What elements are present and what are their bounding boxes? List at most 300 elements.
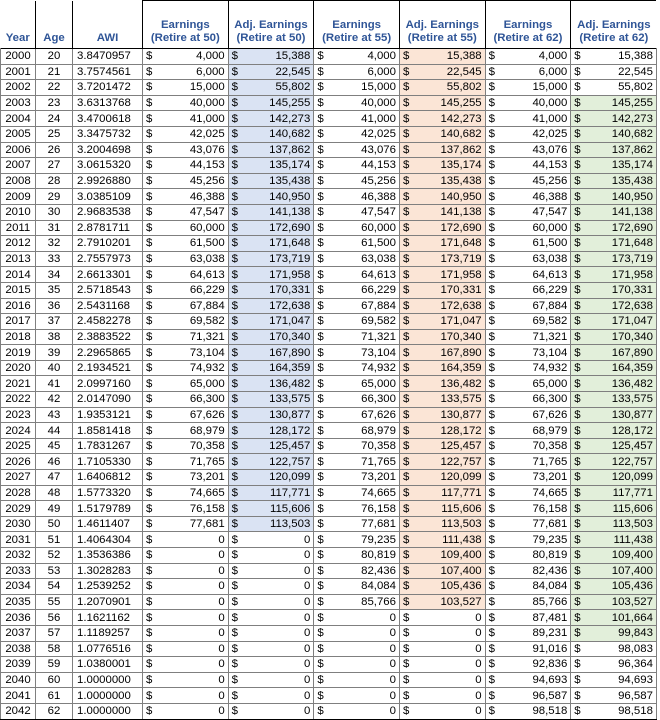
cell-adj-earnings-retire-50: $ 172,638 (228, 298, 314, 314)
cell-earnings-retire-50: $ 47,547 (143, 204, 229, 220)
cell-adj-earnings-retire-62: $ 172,690 (571, 220, 657, 236)
cell-adj-earnings-retire-55: $ 105,436 (399, 579, 485, 595)
cell-year: 2037 (1, 625, 36, 641)
cell-earnings-retire-50: $ 60,000 (143, 220, 229, 236)
cell-adj-earnings-retire-55: $ 136,482 (399, 376, 485, 392)
cell-earnings-retire-62: $ 61,500 (485, 236, 571, 252)
cell-earnings-retire-55: $ 15,000 (314, 80, 400, 96)
cell-earnings-retire-62: $ 41,000 (485, 111, 571, 127)
cell-earnings-retire-62: $ 96,587 (485, 688, 571, 704)
cell-adj-earnings-retire-62: $ 135,438 (571, 173, 657, 189)
cell-adj-earnings-retire-62: $ 172,638 (571, 298, 657, 314)
cell-earnings-retire-50: $ 0 (143, 625, 229, 641)
table-row (1, 610, 657, 626)
table-row (1, 423, 657, 439)
cell-adj-earnings-retire-55: $ 173,719 (399, 251, 485, 267)
cell-earnings-retire-50: $ 0 (143, 563, 229, 579)
cell-adj-earnings-retire-62: $ 115,606 (571, 501, 657, 517)
cell-adj-earnings-retire-55: $ 141,138 (399, 204, 485, 220)
cell-earnings-retire-55: $ 0 (314, 703, 400, 719)
cell-awi: 1.6406812 (73, 470, 143, 486)
table-row (1, 236, 657, 252)
cell-age: 45 (36, 438, 73, 454)
table-row (1, 563, 657, 579)
cell-age: 37 (36, 314, 73, 330)
cell-earnings-retire-55: $ 0 (314, 657, 400, 673)
cell-earnings-retire-62: $ 84,084 (485, 579, 571, 595)
cell-earnings-retire-55: $ 0 (314, 688, 400, 704)
cell-adj-earnings-retire-50: $ 133,575 (228, 392, 314, 408)
table-row (1, 49, 657, 65)
table-row (1, 173, 657, 189)
cell-year: 2008 (1, 173, 36, 189)
cell-year: 2000 (1, 49, 36, 65)
cell-adj-earnings-retire-55: $ 22,545 (399, 64, 485, 80)
cell-age: 49 (36, 501, 73, 517)
cell-age: 56 (36, 610, 73, 626)
cell-age: 26 (36, 142, 73, 158)
cell-awi: 3.2004698 (73, 142, 143, 158)
cell-adj-earnings-retire-55: $ 113,503 (399, 516, 485, 532)
cell-awi: 1.0776516 (73, 641, 143, 657)
cell-adj-earnings-retire-50: $ 140,682 (228, 126, 314, 142)
cell-earnings-retire-55: $ 0 (314, 641, 400, 657)
cell-earnings-retire-50: $ 71,765 (143, 454, 229, 470)
table-row (1, 158, 657, 174)
cell-earnings-retire-55: $ 67,884 (314, 298, 400, 314)
cell-earnings-retire-50: $ 76,158 (143, 501, 229, 517)
cell-adj-earnings-retire-55: $ 135,174 (399, 158, 485, 174)
cell-age: 24 (36, 111, 73, 127)
cell-adj-earnings-retire-50: $ 128,172 (228, 423, 314, 439)
cell-earnings-retire-62: $ 74,932 (485, 360, 571, 376)
table-row (1, 220, 657, 236)
cell-adj-earnings-retire-62: $ 103,527 (571, 594, 657, 610)
cell-awi: 3.4700618 (73, 111, 143, 127)
table-row (1, 407, 657, 423)
cell-earnings-retire-62: $ 45,256 (485, 173, 571, 189)
table-row (1, 594, 657, 610)
cell-adj-earnings-retire-50: $ 0 (228, 625, 314, 641)
cell-year: 2017 (1, 314, 36, 330)
cell-earnings-retire-62: $ 43,076 (485, 142, 571, 158)
cell-adj-earnings-retire-62: $ 140,950 (571, 189, 657, 205)
table-row (1, 111, 657, 127)
table-row (1, 485, 657, 501)
cell-earnings-retire-55: $ 64,613 (314, 267, 400, 283)
cell-age: 48 (36, 485, 73, 501)
cell-earnings-retire-62: $ 67,626 (485, 407, 571, 423)
cell-adj-earnings-retire-55: $ 128,172 (399, 423, 485, 439)
table-row (1, 95, 657, 111)
cell-year: 2011 (1, 220, 36, 236)
cell-year: 2010 (1, 204, 36, 220)
cell-awi: 2.9683538 (73, 204, 143, 220)
cell-age: 23 (36, 95, 73, 111)
cell-adj-earnings-retire-50: $ 140,950 (228, 189, 314, 205)
cell-adj-earnings-retire-62: $ 133,575 (571, 392, 657, 408)
cell-adj-earnings-retire-50: $ 0 (228, 548, 314, 564)
cell-earnings-retire-55: $ 67,626 (314, 407, 400, 423)
cell-year: 2007 (1, 158, 36, 174)
cell-adj-earnings-retire-50: $ 0 (228, 703, 314, 719)
cell-awi: 2.6613301 (73, 267, 143, 283)
cell-age: 62 (36, 703, 73, 719)
table-row (1, 329, 657, 345)
cell-earnings-retire-62: $ 79,235 (485, 532, 571, 548)
cell-earnings-retire-50: $ 0 (143, 548, 229, 564)
cell-earnings-retire-62: $ 92,836 (485, 657, 571, 673)
cell-adj-earnings-retire-50: $ 145,255 (228, 95, 314, 111)
cell-earnings-retire-62: $ 6,000 (485, 64, 571, 80)
cell-age: 53 (36, 563, 73, 579)
cell-earnings-retire-55: $ 66,229 (314, 282, 400, 298)
cell-adj-earnings-retire-62: $ 109,400 (571, 548, 657, 564)
cell-earnings-retire-62: $ 87,481 (485, 610, 571, 626)
cell-adj-earnings-retire-62: $ 15,388 (571, 49, 657, 65)
cell-adj-earnings-retire-50: $ 125,457 (228, 438, 314, 454)
cell-earnings-retire-50: $ 68,979 (143, 423, 229, 439)
table-row (1, 579, 657, 595)
cell-adj-earnings-retire-62: $ 167,890 (571, 345, 657, 361)
cell-adj-earnings-retire-50: $ 113,503 (228, 516, 314, 532)
cell-earnings-retire-55: $ 6,000 (314, 64, 400, 80)
cell-adj-earnings-retire-50: $ 122,757 (228, 454, 314, 470)
table-row (1, 189, 657, 205)
table-row (1, 298, 657, 314)
cell-year: 2001 (1, 64, 36, 80)
table-row (1, 641, 657, 657)
cell-adj-earnings-retire-55: $ 170,340 (399, 329, 485, 345)
cell-earnings-retire-55: $ 42,025 (314, 126, 400, 142)
cell-year: 2032 (1, 548, 36, 564)
cell-awi: 2.3883522 (73, 329, 143, 345)
cell-awi: 1.4611407 (73, 516, 143, 532)
cell-awi: 1.7105330 (73, 454, 143, 470)
cell-earnings-retire-62: $ 60,000 (485, 220, 571, 236)
cell-adj-earnings-retire-62: $ 94,693 (571, 672, 657, 688)
cell-earnings-retire-62: $ 85,766 (485, 594, 571, 610)
header-awi: AWI (73, 1, 143, 49)
cell-adj-earnings-retire-62: $ 22,545 (571, 64, 657, 80)
cell-adj-earnings-retire-55: $ 0 (399, 625, 485, 641)
header-earnings-retire-62: Earnings (Retire at 62) (485, 1, 571, 49)
cell-earnings-retire-50: $ 43,076 (143, 142, 229, 158)
header-earnings-retire-55: Earnings (Retire at 55) (314, 1, 400, 49)
cell-earnings-retire-62: $ 74,665 (485, 485, 571, 501)
cell-adj-earnings-retire-62: $ 137,862 (571, 142, 657, 158)
cell-awi: 2.7910201 (73, 236, 143, 252)
table-row (1, 314, 657, 330)
cell-earnings-retire-55: $ 85,766 (314, 594, 400, 610)
cell-awi: 1.0380001 (73, 657, 143, 673)
cell-adj-earnings-retire-55: $ 103,527 (399, 594, 485, 610)
cell-year: 2026 (1, 454, 36, 470)
cell-earnings-retire-62: $ 42,025 (485, 126, 571, 142)
cell-earnings-retire-62: $ 63,038 (485, 251, 571, 267)
cell-awi: 3.0615320 (73, 158, 143, 174)
cell-adj-earnings-retire-55: $ 140,682 (399, 126, 485, 142)
cell-adj-earnings-retire-62: $ 98,083 (571, 641, 657, 657)
cell-earnings-retire-62: $ 73,201 (485, 470, 571, 486)
table-row (1, 345, 657, 361)
table-row (1, 64, 657, 80)
cell-earnings-retire-62: $ 15,000 (485, 80, 571, 96)
cell-earnings-retire-55: $ 0 (314, 625, 400, 641)
cell-earnings-retire-50: $ 0 (143, 641, 229, 657)
cell-earnings-retire-55: $ 43,076 (314, 142, 400, 158)
cell-adj-earnings-retire-50: $ 164,359 (228, 360, 314, 376)
cell-age: 27 (36, 158, 73, 174)
cell-age: 40 (36, 360, 73, 376)
cell-awi: 1.4064304 (73, 532, 143, 548)
cell-earnings-retire-55: $ 76,158 (314, 501, 400, 517)
cell-earnings-retire-62: $ 70,358 (485, 438, 571, 454)
cell-adj-earnings-retire-62: $ 55,802 (571, 80, 657, 96)
cell-age: 55 (36, 594, 73, 610)
cell-awi: 1.8581418 (73, 423, 143, 439)
cell-adj-earnings-retire-50: $ 141,138 (228, 204, 314, 220)
cell-adj-earnings-retire-50: $ 0 (228, 579, 314, 595)
cell-awi: 2.1934521 (73, 360, 143, 376)
cell-earnings-retire-55: $ 0 (314, 610, 400, 626)
cell-earnings-retire-50: $ 40,000 (143, 95, 229, 111)
cell-adj-earnings-retire-50: $ 0 (228, 610, 314, 626)
cell-earnings-retire-50: $ 71,321 (143, 329, 229, 345)
cell-age: 31 (36, 220, 73, 236)
table-row (1, 657, 657, 673)
cell-awi: 1.9353121 (73, 407, 143, 423)
cell-awi: 3.3475732 (73, 126, 143, 142)
cell-awi: 2.2965865 (73, 345, 143, 361)
cell-earnings-retire-50: $ 64,613 (143, 267, 229, 283)
cell-year: 2005 (1, 126, 36, 142)
cell-age: 54 (36, 579, 73, 595)
cell-age: 25 (36, 126, 73, 142)
cell-adj-earnings-retire-50: $ 0 (228, 594, 314, 610)
cell-age: 44 (36, 423, 73, 439)
cell-adj-earnings-retire-62: $ 142,273 (571, 111, 657, 127)
cell-year: 2002 (1, 80, 36, 96)
cell-adj-earnings-retire-50: $ 142,273 (228, 111, 314, 127)
cell-adj-earnings-retire-62: $ 141,138 (571, 204, 657, 220)
cell-year: 2030 (1, 516, 36, 532)
cell-earnings-retire-62: $ 82,436 (485, 563, 571, 579)
table-row (1, 126, 657, 142)
cell-earnings-retire-50: $ 74,665 (143, 485, 229, 501)
cell-earnings-retire-50: $ 61,500 (143, 236, 229, 252)
cell-adj-earnings-retire-50: $ 15,388 (228, 49, 314, 65)
cell-earnings-retire-55: $ 80,819 (314, 548, 400, 564)
cell-adj-earnings-retire-50: $ 135,438 (228, 173, 314, 189)
cell-earnings-retire-50: $ 69,582 (143, 314, 229, 330)
cell-year: 2015 (1, 282, 36, 298)
table-row (1, 532, 657, 548)
cell-earnings-retire-50: $ 46,388 (143, 189, 229, 205)
cell-earnings-retire-55: $ 40,000 (314, 95, 400, 111)
cell-adj-earnings-retire-62: $ 101,664 (571, 610, 657, 626)
cell-awi: 3.0385109 (73, 189, 143, 205)
cell-adj-earnings-retire-50: $ 172,690 (228, 220, 314, 236)
cell-year: 2028 (1, 485, 36, 501)
cell-age: 59 (36, 657, 73, 673)
cell-earnings-retire-55: $ 46,388 (314, 189, 400, 205)
cell-age: 38 (36, 329, 73, 345)
cell-age: 42 (36, 392, 73, 408)
cell-earnings-retire-62: $ 80,819 (485, 548, 571, 564)
cell-adj-earnings-retire-55: $ 133,575 (399, 392, 485, 408)
cell-adj-earnings-retire-50: $ 120,099 (228, 470, 314, 486)
cell-earnings-retire-62: $ 67,884 (485, 298, 571, 314)
cell-adj-earnings-retire-55: $ 164,359 (399, 360, 485, 376)
cell-awi: 2.8781711 (73, 220, 143, 236)
cell-awi: 1.3536386 (73, 548, 143, 564)
cell-earnings-retire-55: $ 68,979 (314, 423, 400, 439)
cell-awi: 1.7831267 (73, 438, 143, 454)
cell-earnings-retire-50: $ 0 (143, 657, 229, 673)
cell-year: 2012 (1, 236, 36, 252)
cell-earnings-retire-55: $ 74,665 (314, 485, 400, 501)
header-year: Year (1, 1, 36, 49)
cell-year: 2006 (1, 142, 36, 158)
table-row (1, 376, 657, 392)
cell-age: 34 (36, 267, 73, 283)
cell-adj-earnings-retire-55: $ 171,648 (399, 236, 485, 252)
cell-adj-earnings-retire-62: $ 171,648 (571, 236, 657, 252)
header-row (1, 1, 657, 49)
cell-adj-earnings-retire-50: $ 117,771 (228, 485, 314, 501)
cell-age: 47 (36, 470, 73, 486)
cell-adj-earnings-retire-50: $ 130,877 (228, 407, 314, 423)
cell-adj-earnings-retire-62: $ 140,682 (571, 126, 657, 142)
cell-earnings-retire-50: $ 0 (143, 610, 229, 626)
cell-earnings-retire-62: $ 66,229 (485, 282, 571, 298)
table-row (1, 688, 657, 704)
table-row (1, 672, 657, 688)
cell-awi: 1.5773320 (73, 485, 143, 501)
cell-earnings-retire-62: $ 64,613 (485, 267, 571, 283)
cell-year: 2019 (1, 345, 36, 361)
cell-earnings-retire-62: $ 46,388 (485, 189, 571, 205)
cell-earnings-retire-50: $ 63,038 (143, 251, 229, 267)
cell-adj-earnings-retire-55: $ 115,606 (399, 501, 485, 517)
table-row (1, 267, 657, 283)
cell-adj-earnings-retire-50: $ 167,890 (228, 345, 314, 361)
cell-adj-earnings-retire-50: $ 173,719 (228, 251, 314, 267)
cell-awi: 2.9926880 (73, 173, 143, 189)
table-row (1, 703, 657, 719)
cell-adj-earnings-retire-62: $ 173,719 (571, 251, 657, 267)
cell-earnings-retire-50: $ 0 (143, 532, 229, 548)
cell-earnings-retire-62: $ 71,765 (485, 454, 571, 470)
header-adj-earnings-retire-50: Adj. Earnings (Retire at 50) (228, 1, 314, 49)
cell-age: 21 (36, 64, 73, 80)
cell-age: 39 (36, 345, 73, 361)
cell-adj-earnings-retire-50: $ 0 (228, 641, 314, 657)
cell-adj-earnings-retire-55: $ 145,255 (399, 95, 485, 111)
cell-age: 29 (36, 189, 73, 205)
cell-earnings-retire-62: $ 65,000 (485, 376, 571, 392)
cell-year: 2025 (1, 438, 36, 454)
table-body (1, 49, 657, 720)
cell-earnings-retire-62: $ 4,000 (485, 49, 571, 65)
cell-adj-earnings-retire-62: $ 145,255 (571, 95, 657, 111)
cell-adj-earnings-retire-62: $ 170,331 (571, 282, 657, 298)
cell-adj-earnings-retire-55: $ 0 (399, 641, 485, 657)
cell-year: 2031 (1, 532, 36, 548)
cell-adj-earnings-retire-55: $ 0 (399, 610, 485, 626)
cell-awi: 1.3028283 (73, 563, 143, 579)
cell-earnings-retire-50: $ 0 (143, 703, 229, 719)
cell-earnings-retire-55: $ 69,582 (314, 314, 400, 330)
cell-adj-earnings-retire-62: $ 164,359 (571, 360, 657, 376)
cell-earnings-retire-50: $ 15,000 (143, 80, 229, 96)
cell-earnings-retire-62: $ 73,104 (485, 345, 571, 361)
cell-awi: 2.0147090 (73, 392, 143, 408)
cell-awi: 2.0997160 (73, 376, 143, 392)
cell-awi: 1.1621162 (73, 610, 143, 626)
cell-year: 2035 (1, 594, 36, 610)
cell-adj-earnings-retire-62: $ 111,438 (571, 532, 657, 548)
cell-earnings-retire-50: $ 44,153 (143, 158, 229, 174)
cell-adj-earnings-retire-55: $ 120,099 (399, 470, 485, 486)
cell-earnings-retire-50: $ 0 (143, 594, 229, 610)
cell-adj-earnings-retire-55: $ 137,862 (399, 142, 485, 158)
cell-earnings-retire-50: $ 4,000 (143, 49, 229, 65)
cell-age: 33 (36, 251, 73, 267)
cell-age: 20 (36, 49, 73, 65)
cell-earnings-retire-55: $ 63,038 (314, 251, 400, 267)
cell-earnings-retire-50: $ 41,000 (143, 111, 229, 127)
cell-earnings-retire-62: $ 76,158 (485, 501, 571, 517)
cell-adj-earnings-retire-55: $ 172,690 (399, 220, 485, 236)
table-row (1, 251, 657, 267)
cell-awi: 1.1189257 (73, 625, 143, 641)
cell-earnings-retire-55: $ 41,000 (314, 111, 400, 127)
cell-adj-earnings-retire-50: $ 0 (228, 563, 314, 579)
cell-earnings-retire-55: $ 4,000 (314, 49, 400, 65)
cell-year: 2033 (1, 563, 36, 579)
cell-earnings-retire-55: $ 84,084 (314, 579, 400, 595)
cell-year: 2020 (1, 360, 36, 376)
cell-year: 2039 (1, 657, 36, 673)
cell-adj-earnings-retire-50: $ 171,648 (228, 236, 314, 252)
cell-awi: 2.4582278 (73, 314, 143, 330)
cell-year: 2040 (1, 672, 36, 688)
cell-adj-earnings-retire-62: $ 135,174 (571, 158, 657, 174)
cell-earnings-retire-55: $ 79,235 (314, 532, 400, 548)
cell-adj-earnings-retire-55: $ 0 (399, 703, 485, 719)
table-row (1, 470, 657, 486)
table-row (1, 282, 657, 298)
cell-adj-earnings-retire-55: $ 142,273 (399, 111, 485, 127)
cell-adj-earnings-retire-50: $ 171,958 (228, 267, 314, 283)
cell-earnings-retire-50: $ 77,681 (143, 516, 229, 532)
cell-adj-earnings-retire-62: $ 113,503 (571, 516, 657, 532)
cell-age: 43 (36, 407, 73, 423)
cell-year: 2003 (1, 95, 36, 111)
cell-adj-earnings-retire-62: $ 117,771 (571, 485, 657, 501)
cell-earnings-retire-55: $ 71,765 (314, 454, 400, 470)
cell-earnings-retire-62: $ 77,681 (485, 516, 571, 532)
cell-adj-earnings-retire-62: $ 128,172 (571, 423, 657, 439)
header-adj-earnings-retire-62: Adj. Earnings (Retire at 62) (571, 1, 657, 49)
cell-awi: 3.8470957 (73, 49, 143, 65)
cell-year: 2029 (1, 501, 36, 517)
cell-earnings-retire-50: $ 6,000 (143, 64, 229, 80)
cell-year: 2014 (1, 267, 36, 283)
cell-age: 61 (36, 688, 73, 704)
